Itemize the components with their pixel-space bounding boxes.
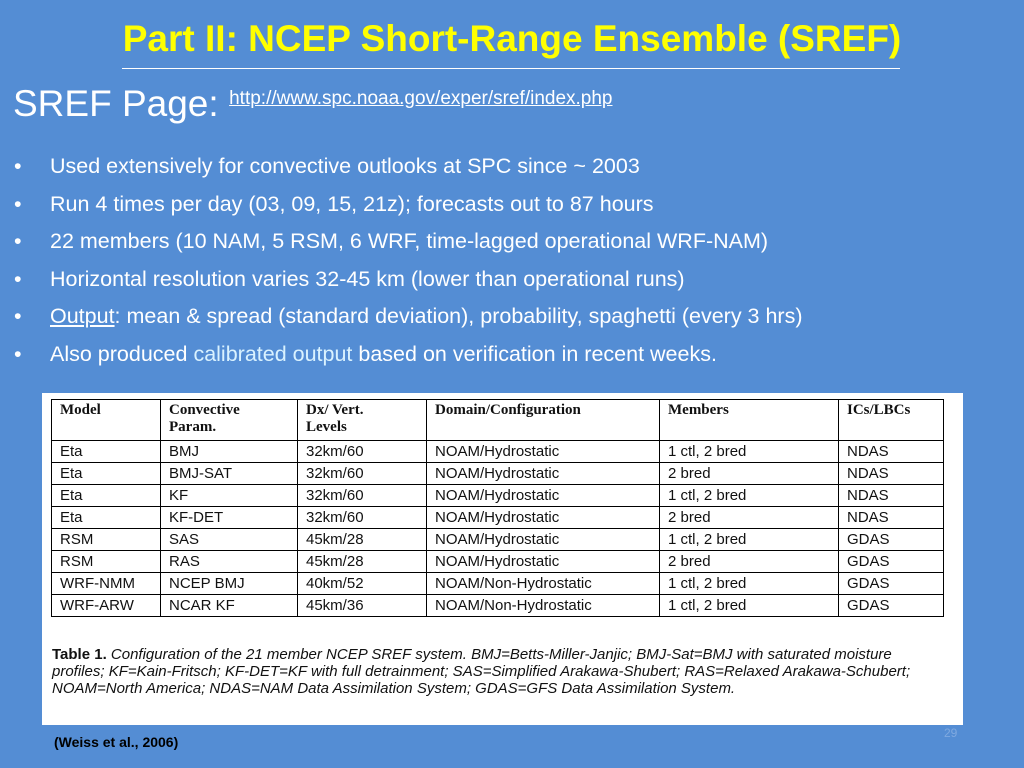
table-cell: NOAM/Hydrostatic (427, 463, 660, 485)
table-row (52, 485, 944, 507)
table-cell: BMJ (161, 441, 298, 463)
list-item (14, 188, 803, 226)
header-dx-line2: Levels (306, 419, 347, 435)
table-cell: BMJ-SAT (161, 463, 298, 485)
bullet-marker: • (14, 154, 22, 178)
bullet-text: 22 members (10 NAM, 5 RSM, 6 WRF, time-lagged operational WRF-NAM) (50, 229, 769, 254)
table-cell: 2 bred (660, 551, 839, 573)
table-header-row (52, 400, 944, 441)
bullet-text: : mean & spread (standard deviation), probability, spaghetti (every 3 hrs) (114, 304, 803, 329)
table-cell: NDAS (839, 463, 944, 485)
bullet-marker: • (14, 229, 22, 254)
table-caption-label: Table 1. (52, 646, 107, 663)
table-cell: NDAS (839, 441, 944, 463)
table-cell: 32km/60 (298, 507, 427, 529)
output-underlined-text: Output (50, 304, 115, 329)
table-cell: RAS (161, 551, 298, 573)
table-cell: GDAS (839, 529, 944, 551)
table-cell: KF-DET (161, 507, 298, 529)
table-cell: 1 ctl, 2 bred (660, 573, 839, 595)
list-item (14, 225, 803, 263)
bullet-list (14, 150, 803, 376)
bullet-marker: • (14, 191, 22, 216)
header-domain-configuration: Domain/Configuration (427, 400, 660, 441)
header-convective-line1: Convective (169, 402, 240, 418)
table-cell: WRF-NMM (52, 573, 161, 595)
table-cell: 1 ctl, 2 bred (660, 485, 839, 507)
table-cell: KF (161, 485, 298, 507)
citation: (Weiss et al., 2006) (54, 734, 179, 750)
table-cell: 1 ctl, 2 bred (660, 529, 839, 551)
title-underline-divider (122, 68, 900, 69)
slide-title: Part II: NCEP Short-Range Ensemble (SREF) (122, 18, 902, 59)
table-cell: Eta (52, 507, 161, 529)
list-item (14, 263, 803, 301)
table-row (52, 507, 944, 529)
header-convective-param (161, 400, 298, 441)
table-cell: NOAM/Hydrostatic (427, 485, 660, 507)
table-cell: NOAM/Non-Hydrostatic (427, 595, 660, 617)
table-row (52, 573, 944, 595)
header-members: Members (660, 400, 839, 441)
table-cell: 2 bred (660, 507, 839, 529)
table-cell: GDAS (839, 573, 944, 595)
table-cell: NCEP BMJ (161, 573, 298, 595)
header-model: Model (52, 400, 161, 441)
table-caption-text: Configuration of the 21 member NCEP SREF system. BMJ=Betts-Miller-Janjic; BMJ-Sat=BMJ with saturated moisture profiles; KF=Kain-Fritsch; KF-DET=KF with full detrainment; SAS=Simplified Arakawa-Shubert; RAS=Relaxed Arakawa-Schubert; NOAM=North America; NDAS=NAM Data Assimilation System; GDAS=GFS Data Assimilation System. (52, 646, 911, 697)
table-row (52, 595, 944, 617)
table-cell: WRF-ARW (52, 595, 161, 617)
table-cell: GDAS (839, 595, 944, 617)
calibrated-output-highlight: calibrated output (193, 341, 353, 366)
table-cell: RSM (52, 529, 161, 551)
sref-page-label: SREF Page: (13, 83, 219, 124)
bullet-text: Used extensively for convective outlooks at SPC since ~ 2003 (50, 154, 640, 178)
table-row (52, 463, 944, 485)
table-caption (52, 646, 947, 697)
bullet-marker: • (14, 341, 22, 366)
table-cell: 40km/52 (298, 573, 427, 595)
table-row (52, 551, 944, 573)
slide-number: 29 (944, 726, 958, 740)
table-cell: NOAM/Hydrostatic (427, 441, 660, 463)
sref-configuration-table (51, 399, 944, 617)
table-cell: NOAM/Hydrostatic (427, 507, 660, 529)
bullet-marker: • (14, 304, 22, 329)
bullet-text: Also produced (50, 341, 194, 366)
bullet-text: Horizontal resolution varies 32-45 km (lower than operational runs) (50, 266, 685, 291)
table-cell: NOAM/Hydrostatic (427, 529, 660, 551)
header-dx-line1: Dx/ Vert. (306, 402, 364, 418)
table-cell: NOAM/Non-Hydrostatic (427, 573, 660, 595)
table-cell: NDAS (839, 485, 944, 507)
table-cell: 45km/28 (298, 529, 427, 551)
bullet-text: Run 4 times per day (03, 09, 15, 21z); forecasts out to 87 hours (50, 191, 654, 216)
table-row (52, 529, 944, 551)
table-cell: SAS (161, 529, 298, 551)
list-item (14, 338, 803, 376)
table-cell: 1 ctl, 2 bred (660, 595, 839, 617)
table-row (52, 441, 944, 463)
table-cell: NOAM/Hydrostatic (427, 551, 660, 573)
list-item (14, 150, 803, 188)
sref-page-line (13, 82, 613, 126)
sref-page-link[interactable]: http://www.spc.noaa.gov/exper/sref/index.php (229, 88, 613, 109)
table-cell: 32km/60 (298, 441, 427, 463)
table-cell: 45km/28 (298, 551, 427, 573)
header-dx-vert-levels (298, 400, 427, 441)
table-cell: 1 ctl, 2 bred (660, 441, 839, 463)
table-cell: 45km/36 (298, 595, 427, 617)
table-cell: NDAS (839, 507, 944, 529)
table-cell: Eta (52, 485, 161, 507)
sref-table-image (42, 393, 963, 725)
table-cell: Eta (52, 463, 161, 485)
list-item (14, 300, 803, 338)
bullet-text: based on verification in recent weeks. (352, 341, 717, 366)
table-cell: 2 bred (660, 463, 839, 485)
table-cell: RSM (52, 551, 161, 573)
table-cell: NCAR KF (161, 595, 298, 617)
bullet-marker: • (14, 266, 22, 291)
header-convective-line2: Param. (169, 419, 217, 435)
table-cell: 32km/60 (298, 463, 427, 485)
header-ics-lbcs: ICs/LBCs (839, 400, 944, 441)
table-cell: GDAS (839, 551, 944, 573)
table-cell: Eta (52, 441, 161, 463)
table-cell: 32km/60 (298, 485, 427, 507)
